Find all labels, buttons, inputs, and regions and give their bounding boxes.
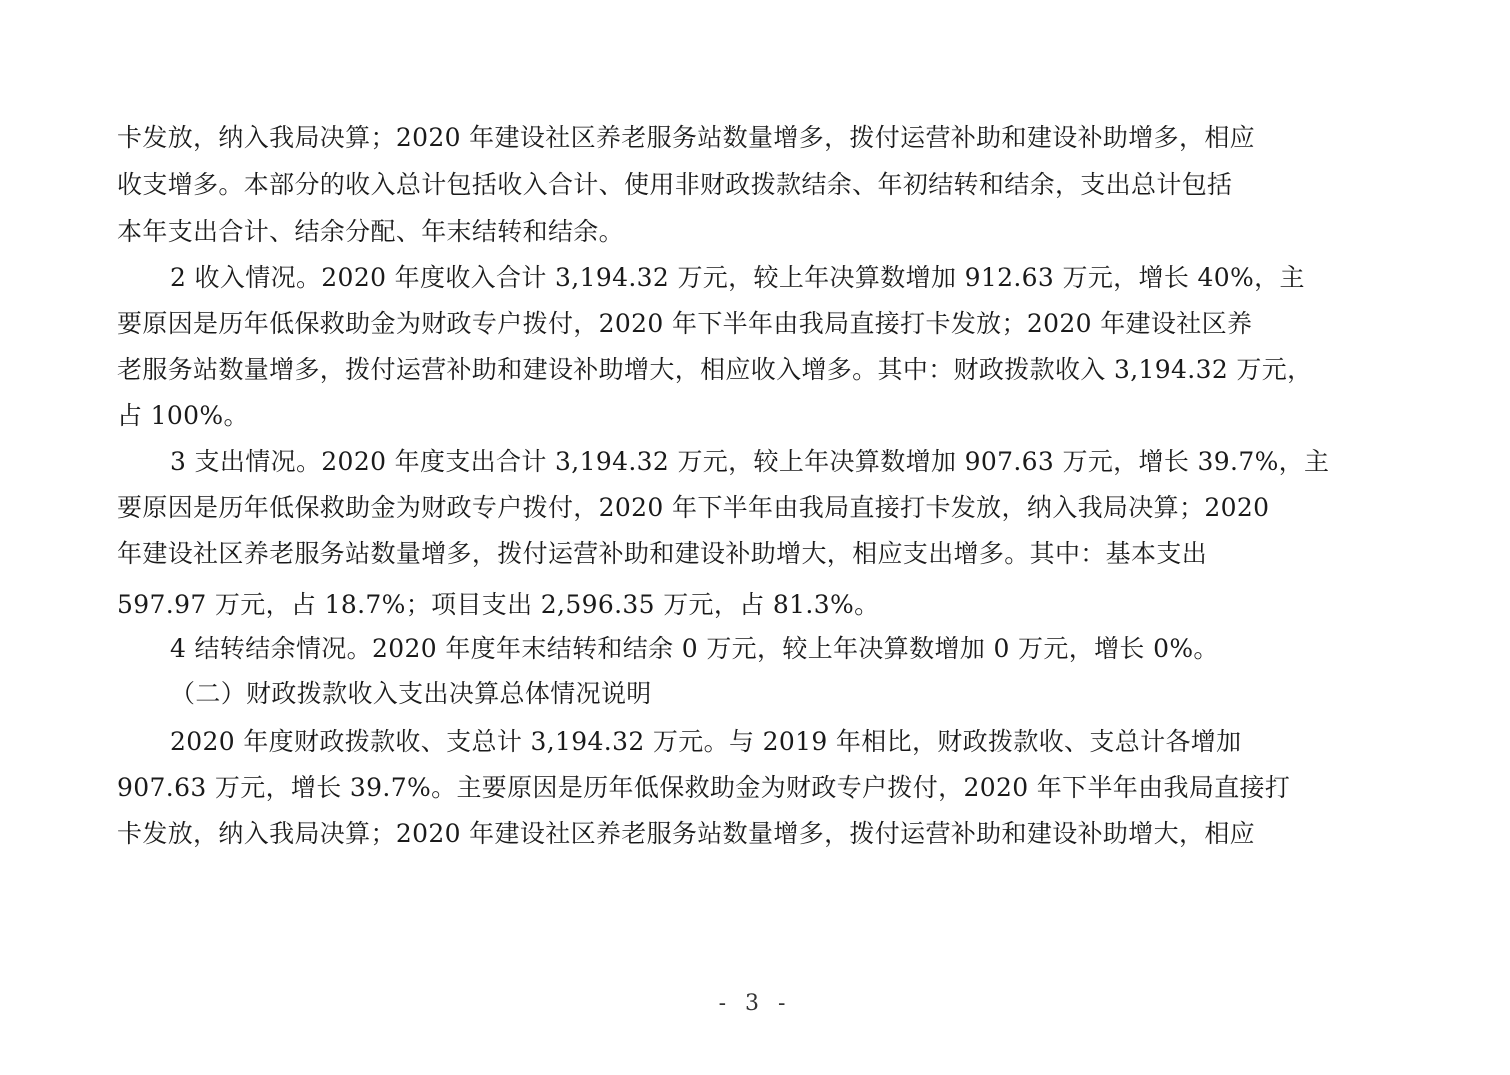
paragraph-fiscal-summary: 2020 年度财政拨款收、支总计 3,194.32 万元。与 2019 年相比，财政拨款收、支总计各增加 [170, 727, 1242, 756]
section-heading: （二）财政拨款收入支出决算总体情况说明 [170, 679, 652, 708]
page-number: - 3 - [718, 991, 792, 1016]
body-text-line: 本年支出合计、结余分配、年末结转和结余。 [117, 217, 625, 246]
paragraph-carryover: 4 结转结余情况。2020 年度年末结转和结余 0 万元，较上年决算数增加 0 万元，增长 0%。 [170, 634, 1219, 663]
body-text-line: 卡发放，纳入我局决算；2020 年建设社区养老服务站数量增多，拨付运营补助和建设补助增多，相应 [117, 123, 1256, 152]
body-text-line: 占 100%。 [117, 401, 249, 430]
body-text-line: 597.97 万元，占 18.7%；项目支出 2,596.35 万元，占 81.3%。 [117, 590, 880, 619]
paragraph-income: 2 收入情况。2020 年度收入合计 3,194.32 万元，较上年决算数增加 912.63 万元，增长 40%，主 [170, 263, 1305, 292]
body-text-line: 卡发放，纳入我局决算；2020 年建设社区养老服务站数量增多，拨付运营补助和建设补助增大，相应 [117, 819, 1256, 848]
body-text-line: 要原因是历年低保救助金为财政专户拨付，2020 年下半年由我局直接打卡发放，纳入我局决算；2020 [117, 493, 1270, 522]
body-text-line: 收支增多。本部分的收入总计包括收入合计、使用非财政拨款结余、年初结转和结余，支出总计包括 [117, 170, 1233, 199]
body-text-line: 老服务站数量增多，拨付运营补助和建设补助增大，相应收入增多。其中：财政拨款收入 3,194.32 万元， [117, 355, 1313, 384]
paragraph-expenditure: 3 支出情况。2020 年度支出合计 3,194.32 万元，较上年决算数增加 907.63 万元，增长 39.7%，主 [170, 447, 1330, 476]
body-text-line: 907.63 万元，增长 39.7%。主要原因是历年低保救助金为财政专户拨付，2020 年下半年由我局直接打 [117, 773, 1291, 802]
body-text-line: 年建设社区养老服务站数量增多，拨付运营补助和建设补助增大，相应支出增多。其中：基本支出 [117, 539, 1208, 568]
body-text-line: 要原因是历年低保救助金为财政专户拨付，2020 年下半年由我局直接打卡发放；2020 年建设社区养 [117, 309, 1253, 338]
